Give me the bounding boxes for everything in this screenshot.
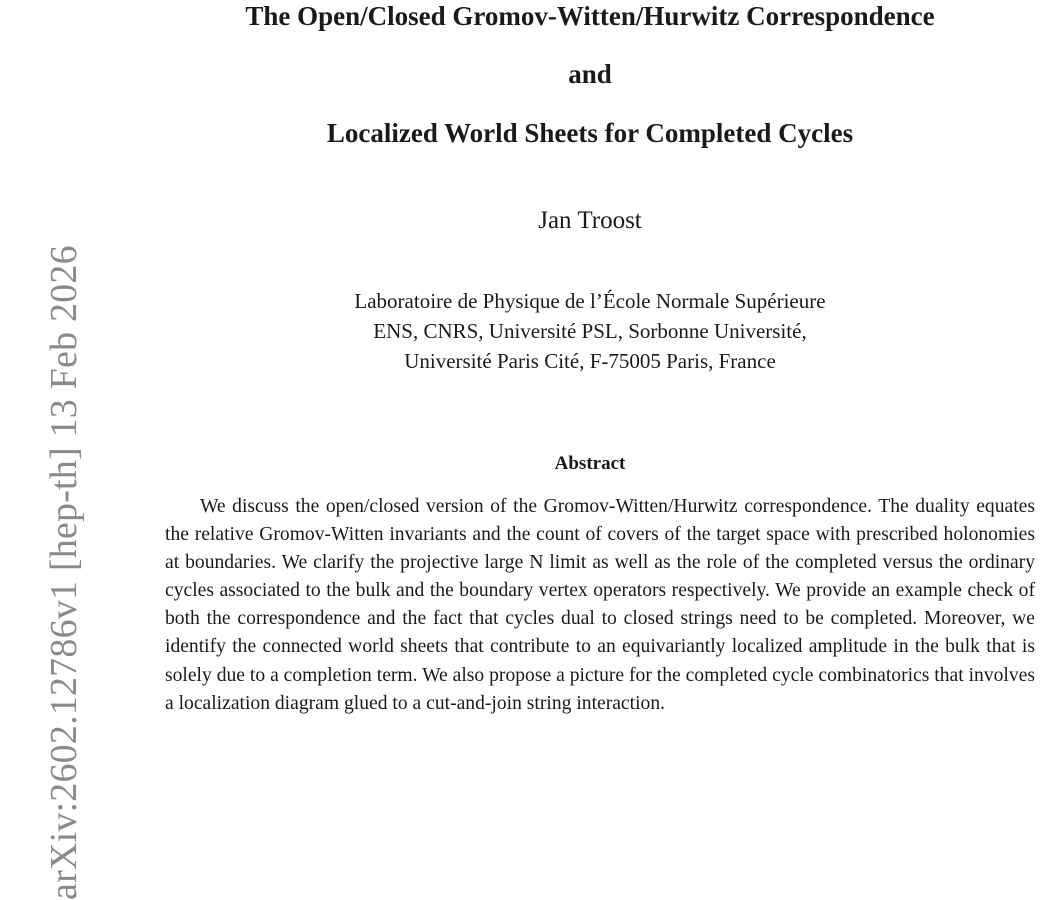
abstract-heading: Abstract — [554, 453, 626, 474]
arxiv-identifier: arXiv:2602.12786v1 [hep-th] 13 Feb 2026 — [43, 245, 85, 900]
affiliation-line-3: Université Paris Cité, F-75005 Paris, France — [404, 349, 776, 373]
title-line-3: Localized World Sheets for Completed Cycles — [326, 118, 854, 148]
abstract-text: We discuss the open/closed version of the Gromov-Witten/Hurwitz correspondence. The duality equates the relative Gromov-Witten invariants and the count of covers of the target space with prescribed holonomies at boundaries. We clarify the projective large N limit as well as the role of the completed versus the ordinary cycles associated to the bulk and the boundary vertex operators respectively. We provide an example check of both the correspondence and the fact that cycles dual to closed strings need to be completed. Moreover, we identify the connected world sheets that contribute to an equivariantly localized amplitude in the bulk that is solely due to a completion term. We also propose a picture for the completed cycle combinatorics that involves a localization diagram glued to a cut-and-join string interaction. — [165, 496, 1035, 714]
title-line-2: and — [568, 59, 612, 89]
arxiv-side-stamp — [2, 170, 85, 900]
author-name: Jan Troost — [538, 207, 642, 234]
title-line-1: The Open/Closed Gromov-Witten/Hurwitz Correspondence — [245, 1, 935, 31]
affiliation-line-2: ENS, CNRS, Université PSL, Sorbonne Université, — [373, 319, 807, 343]
affiliation-line-1: Laboratoire de Physique de l’École Normale Supérieure — [354, 289, 826, 313]
